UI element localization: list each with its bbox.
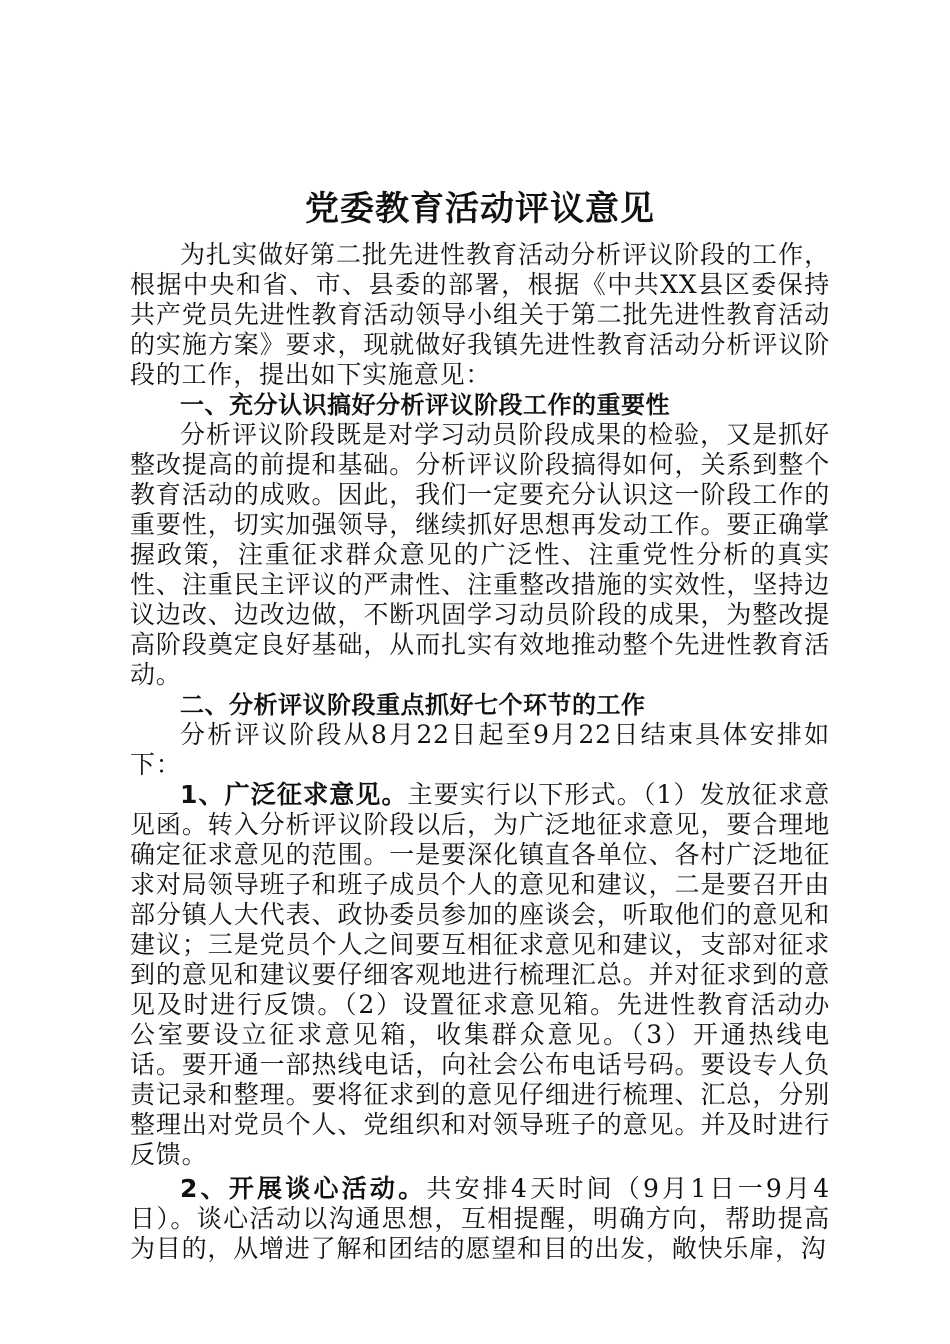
section-2-heading: 二、分析评议阶段重点抓好七个环节的工作 (180, 691, 646, 719)
section-1-paragraph: 分析评议阶段既是对学习动员阶段成果的检验，又是抓好整改提高的前提和基础。分析评议阶段搞得如何，关系到整个教育活动的成败。因此，我们一定要充分认识这一阶段工作的重要性，切实加强领导，继续抓好思想再发动工作。要正确掌握政策，注重征求群众意见的广泛性、注重党性分析的真实性、注重民主评议的严肃性、注重整改措施的实效性，坚持边议边改、边改边做，不断巩固学习动员阶段的成果，为整改提高阶段奠定良好基础，从而扎实有效地推动整个先进性教育活动。 (130, 420, 830, 689)
item-2-body: 共安排4天时间（9月1日一9月4日）。谈心活动以沟通思想，互相提醒，明确方向，帮助提高为目的，从增进了解和团结的愿望和目的出发，敞快乐扉，沟 (130, 1174, 830, 1263)
item-1-body: 主要实行以下形式。（1）发放征求意见函。转入分析评议阶段以后，为广泛地征求意见，要合理地确定征求意见的范围。一是要深化镇直各单位、各村广泛地征求对局领导班子和班子成员个人的意见和建议，二是要召开由部分镇人大代表、政协委员参加的座谈会，听取他们的意见和建议；三是党员个人之间要互相征求意见和建议，支部对征求到的意见和建议要仔细客观地进行梳理汇总。并对征求到的意见及时进行反馈。（2）设置征求意见箱。先进性教育活动办公室要设立征求意见箱，收集群众意见。（3）开通热线电话。要开通一部热线电话，向社会公布电话号码。要设专人负责记录和整理。要将征求到的意见仔细进行梳理、汇总，分别整理出对党员个人、党组织和对领导班子的意见。并及时进行反馈。 (130, 780, 830, 1169)
item-1-paragraph (130, 780, 830, 1170)
item-2-lead: 2、开展谈心活动。 (180, 1174, 427, 1203)
schedule-paragraph: 分析评议阶段从8月22日起至9月22日结束具体安排如下： (130, 720, 830, 779)
document-title: 党委教育活动评议意见 (305, 189, 655, 229)
intro-paragraph: 为扎实做好第二批先进性教育活动分析评议阶段的工作，根据中央和省、市、县委的部署，根据《中共XX县区委保持共产党员先进性教育活动领导小组关于第二批先进性教育活动的实施方案》要求，现就做好我镇先进性教育活动分析评议阶段的工作，提出如下实施意见： (130, 240, 830, 389)
item-2-paragraph (130, 1174, 830, 1264)
document-page (130, 184, 830, 1264)
section-1-heading: 一、充分认识搞好分析评议阶段工作的重要性 (180, 391, 670, 419)
item-1-lead: 1、广泛征求意见。 (180, 780, 408, 809)
